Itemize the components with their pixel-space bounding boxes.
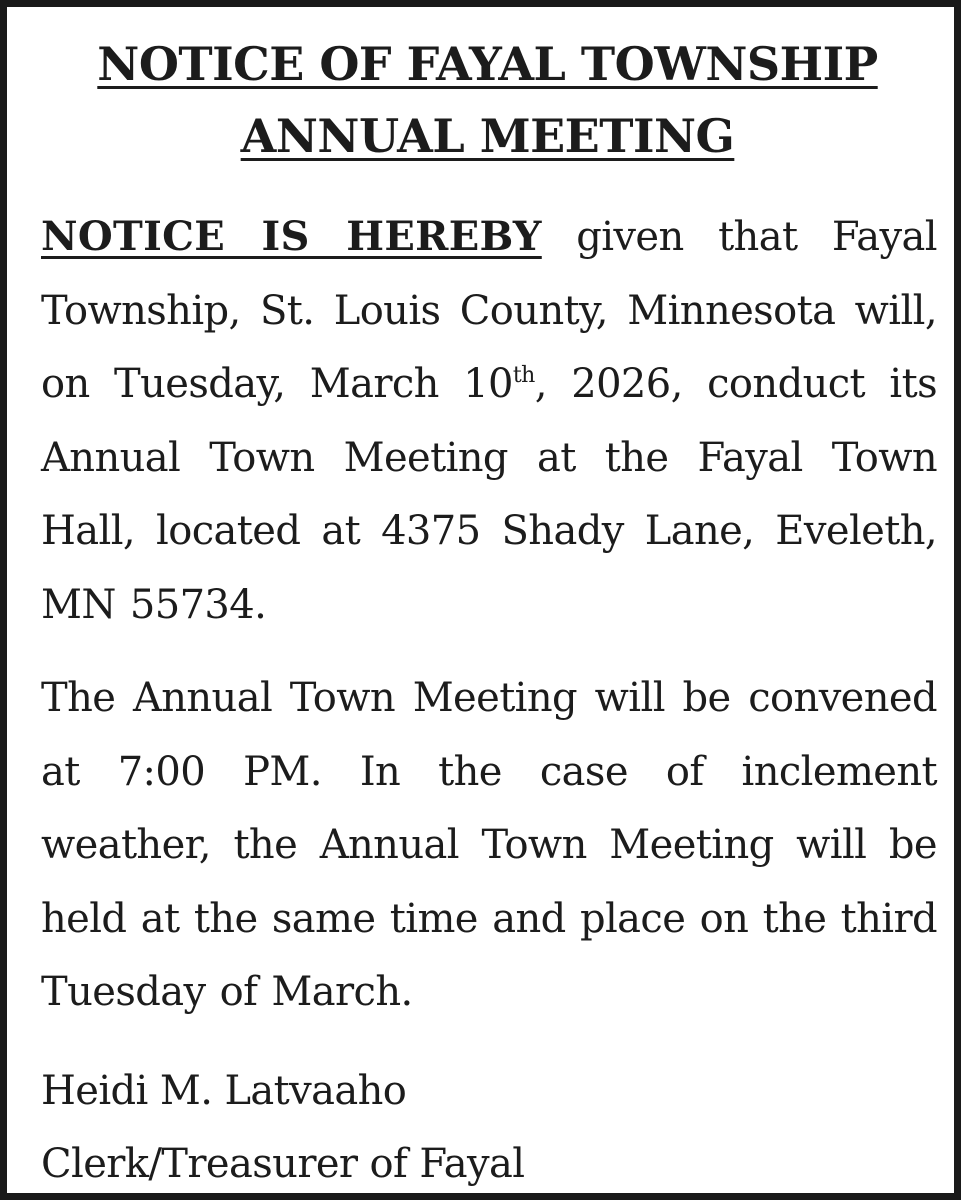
- notice-title-line-2: ANNUAL MEETING: [240, 109, 735, 163]
- notice-title-line-1: NOTICE OF FAYAL TOWNSHIP: [97, 37, 878, 91]
- meeting-details-text-a: given that Fayal Township, St. Louis County, Minnesota will, on Tuesday, March 10: [41, 214, 937, 407]
- date-ordinal-suffix: th: [512, 363, 535, 388]
- signature-name: Heidi M. Latvaaho: [41, 1068, 407, 1114]
- meeting-notice-paragraph: [41, 200, 937, 642]
- meeting-details-text-b: , 2026, conduct its Annual Town Meeting at the Fayal Town Hall, located at 4375 Shady Lane, Eveleth, MN 55734.: [41, 361, 937, 628]
- signature-title: Clerk/Treasurer of Fayal: [41, 1141, 525, 1187]
- meeting-time-paragraph: The Annual Town Meeting will be convened at 7:00 PM. In the case of inclement weather, the Annual Town Meeting will be held at the same time and place on the third Tuesday of March.: [41, 675, 937, 1015]
- notice-lead-phrase: NOTICE IS HEREBY: [41, 213, 542, 260]
